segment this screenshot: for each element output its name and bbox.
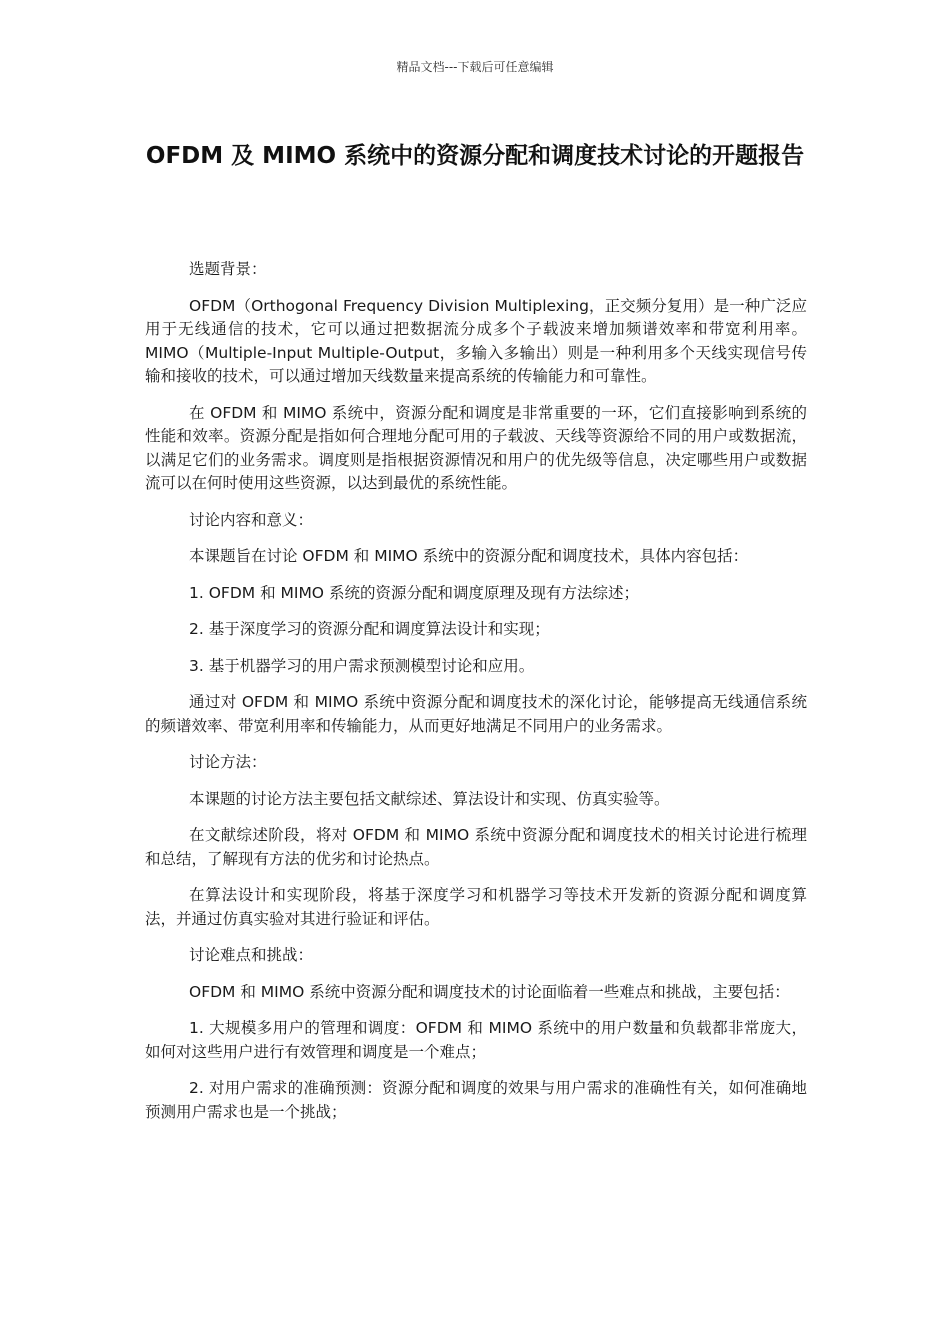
paragraph-literature-review: 在文献综述阶段，将对 OFDM 和 MIMO 系统中资源分配和调度技术的相关讨论进行梳理和总结，了解现有方法的优劣和讨论热点。 bbox=[145, 826, 807, 868]
section-heading-background: 选题背景： bbox=[189, 260, 267, 278]
paragraph-significance: 通过对 OFDM 和 MIMO 系统中资源分配和调度技术的深化讨论，能够提高无线通信系统的频谱效率、带宽利用率和传输能力，从而更好地满足不同用户的业务需求。 bbox=[145, 693, 807, 735]
header-note: 精品文档---下载后可任意编辑 bbox=[396, 60, 554, 74]
paragraph-methods-overview: 本课题的讨论方法主要包括文献综述、算法设计和实现、仿真实验等。 bbox=[189, 789, 670, 808]
paragraph-challenges-intro: OFDM 和 MIMO 系统中资源分配和调度技术的讨论面临着一些难点和挑战，主要包括： bbox=[189, 982, 790, 1001]
list-item: 1. OFDM 和 MIMO 系统的资源分配和调度原理及现有方法综述； bbox=[189, 583, 639, 602]
list-item: 1. 大规模多用户的管理和调度：OFDM 和 MIMO 系统中的用户数量和负载都非常庞大，如何对这些用户进行有效管理和调度是一个难点； bbox=[145, 1019, 807, 1061]
paragraph-resource-allocation: 在 OFDM 和 MIMO 系统中，资源分配和调度是非常重要的一环，它们直接影响到系统的性能和效率。资源分配是指如何合理地分配可用的子载波、天线等资源给不同的用户或数据流，以满足它们的业务需求。调度则是指根据资源情况和用户的优先级等信息，决定哪些用户或数据流可以在何时使用这些资源，以达到最优的系统性能。 bbox=[145, 403, 807, 492]
paragraph-algorithm-design: 在算法设计和实现阶段，将基于深度学习和机器学习等技术开发新的资源分配和调度算法，并通过仿真实验对其进行验证和评估。 bbox=[145, 886, 807, 928]
section-heading-methods: 讨论方法： bbox=[189, 753, 267, 771]
paragraph-topic-scope: 本课题旨在讨论 OFDM 和 MIMO 系统中的资源分配和调度技术，具体内容包括： bbox=[189, 547, 749, 565]
list-item: 3. 基于机器学习的用户需求预测模型讨论和应用。 bbox=[189, 656, 535, 675]
list-item: 2. 基于深度学习的资源分配和调度算法设计和实现； bbox=[189, 620, 550, 638]
section-heading-content: 讨论内容和意义： bbox=[189, 510, 314, 529]
section-heading-challenges: 讨论难点和挑战： bbox=[189, 946, 314, 964]
document-title: OFDM 及 MIMO 系统中的资源分配和调度技术讨论的开题报告 bbox=[145, 143, 805, 169]
document-body bbox=[145, 258, 807, 1137]
paragraph-ofdm-mimo-intro: OFDM（Orthogonal Frequency Division Multiplexing，正交频分复用）是一种广泛应用于无线通信的技术，它可以通过把数据流分成多个子载波来增加频谱效率和带宽利用率。MIMO（Multiple-Input Multiple-Output，多输入多输出）则是一种利用多个天线实现信号传输和接收的技术，可以通过增加天线数量来提高系统的传输能力和可靠性。 bbox=[145, 296, 807, 385]
list-item: 2. 对用户需求的准确预测：资源分配和调度的效果与用户需求的准确性有关，如何准确地预测用户需求也是一个挑战； bbox=[145, 1079, 807, 1121]
